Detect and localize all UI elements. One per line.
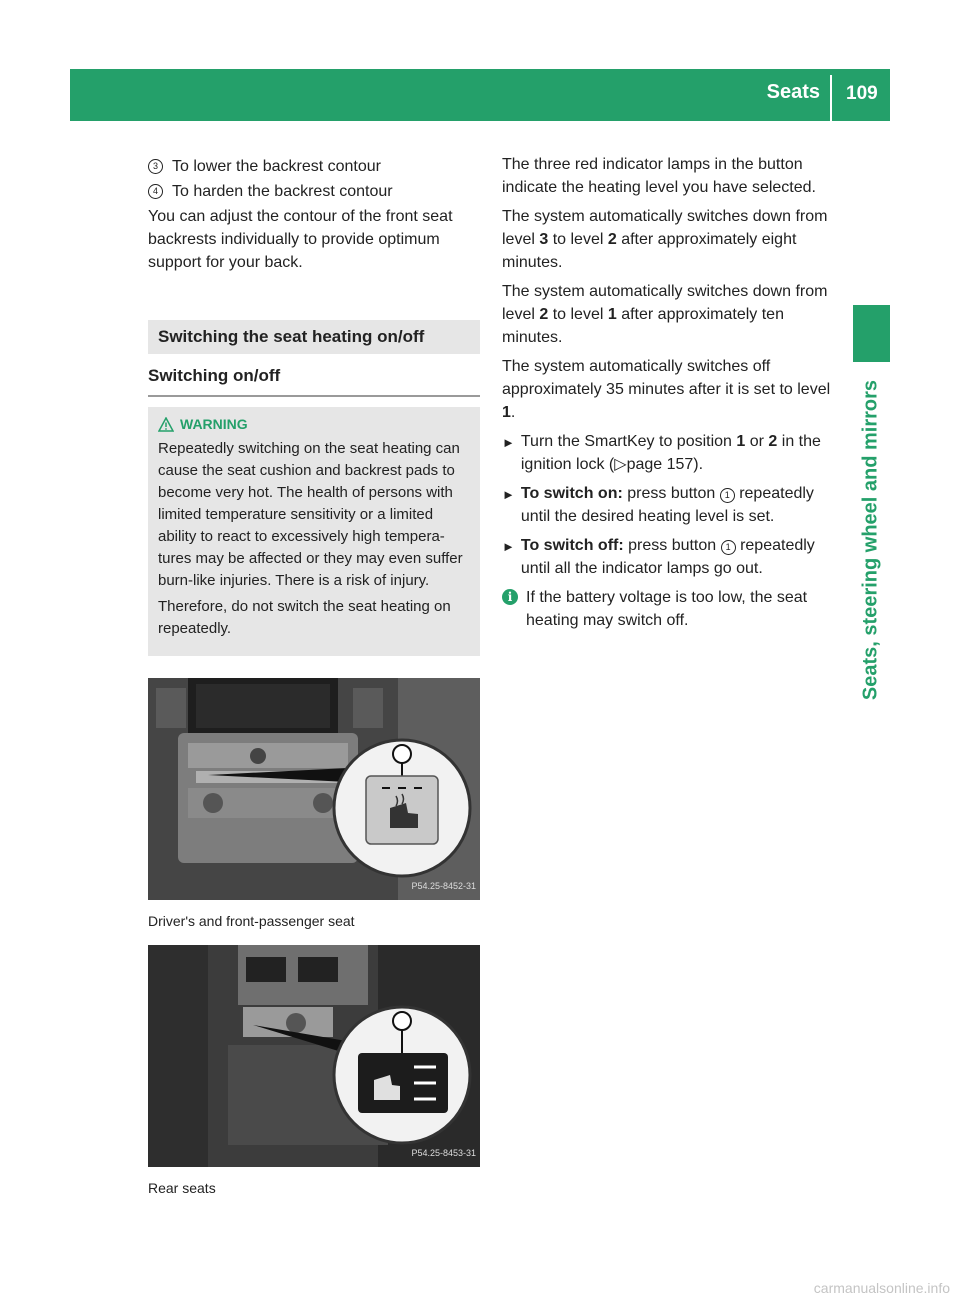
header-bar xyxy=(70,69,890,121)
step-text: To switch off: press button 1 repeatedly until all the indicator lamps go out. xyxy=(520,537,815,577)
instruction-step xyxy=(502,430,834,476)
info-text: If the battery voltage is too low, the seat heating may switch off. xyxy=(526,589,808,629)
warning-label: WARNING xyxy=(180,416,248,432)
photo-code: P54.25-8452-31 xyxy=(411,881,476,891)
list-item-text: To harden the backrest contour xyxy=(172,183,393,200)
warning-box xyxy=(148,407,480,656)
intro-paragraph: You can adjust the contour of the front seat backrests individually to provide optimum support for your back. xyxy=(148,208,453,271)
watermark: carmanualsonline.info xyxy=(813,1280,950,1296)
page-number: 109 xyxy=(846,83,878,104)
section-title: Seats xyxy=(766,81,820,103)
figure-caption: Driver's and front-passenger seat xyxy=(148,913,355,929)
chapter-tab xyxy=(853,305,890,362)
info-icon: i xyxy=(502,589,518,605)
paragraph: The system automatically switches down from level 2 to level 1 after approximately ten minutes. xyxy=(502,283,828,346)
callout-number: 1 xyxy=(721,540,736,555)
callout-number: 3 xyxy=(148,159,163,174)
info-note xyxy=(502,586,834,632)
front-console-illustration xyxy=(148,678,480,900)
paragraph: The system automatically switches down from level 3 to level 2 after approximately eight minutes. xyxy=(502,208,828,271)
paragraph: The system automatically switches off approximately 35 minutes after it is set to level 1. xyxy=(502,358,831,421)
instruction-step xyxy=(502,482,834,528)
step-text: Turn the SmartKey to position 1 or 2 in the ignition lock (▷page 157). xyxy=(520,433,821,473)
photo-code: P54.25-8453-31 xyxy=(411,1148,476,1158)
right-column xyxy=(502,153,834,632)
list-item xyxy=(148,180,480,203)
callout-number: 4 xyxy=(148,184,163,199)
rear-seat-photo xyxy=(148,945,480,1167)
warning-header xyxy=(158,413,472,435)
front-seat-photo xyxy=(148,678,480,900)
left-column xyxy=(148,155,480,1200)
list-item-text: To lower the backrest contour xyxy=(172,158,381,175)
callout-number: 1 xyxy=(720,488,735,503)
list-item xyxy=(148,155,480,178)
page-reference[interactable]: page 157). xyxy=(626,456,704,473)
section-heading: Switching the seat heating on/off xyxy=(148,320,480,354)
warning-text: Repeatedly switching on the seat heating can cause the seat cushion and backrest pads to become very hot. The health of persons with limited temperature sensitivity or a limited ability to react to excessively high tempera-tures may be affected or they may even suffer burn-like injuries. There is a risk of injury. xyxy=(158,440,463,589)
warning-triangle-icon xyxy=(158,417,174,432)
step-arrow-icon: ► xyxy=(502,435,515,450)
step-text: To switch on: press button 1 repeatedly until the desired heating level is set. xyxy=(520,485,814,525)
instruction-step xyxy=(502,534,834,580)
step-arrow-icon: ► xyxy=(502,487,515,502)
header-divider xyxy=(830,75,832,121)
chapter-label: Seats, steering wheel and mirrors xyxy=(859,379,882,701)
page-ref-icon: ▷ xyxy=(614,456,627,473)
step-arrow-icon: ► xyxy=(502,539,515,554)
sub-heading: Switching on/off xyxy=(148,354,480,397)
figure-caption: Rear seats xyxy=(148,1180,216,1196)
warning-advice: Therefore, do not switch the seat heating on repeatedly. xyxy=(158,598,451,637)
rear-console-illustration xyxy=(148,945,480,1167)
paragraph: The three red indicator lamps in the button indicate the heating level you have selected. xyxy=(502,156,816,196)
